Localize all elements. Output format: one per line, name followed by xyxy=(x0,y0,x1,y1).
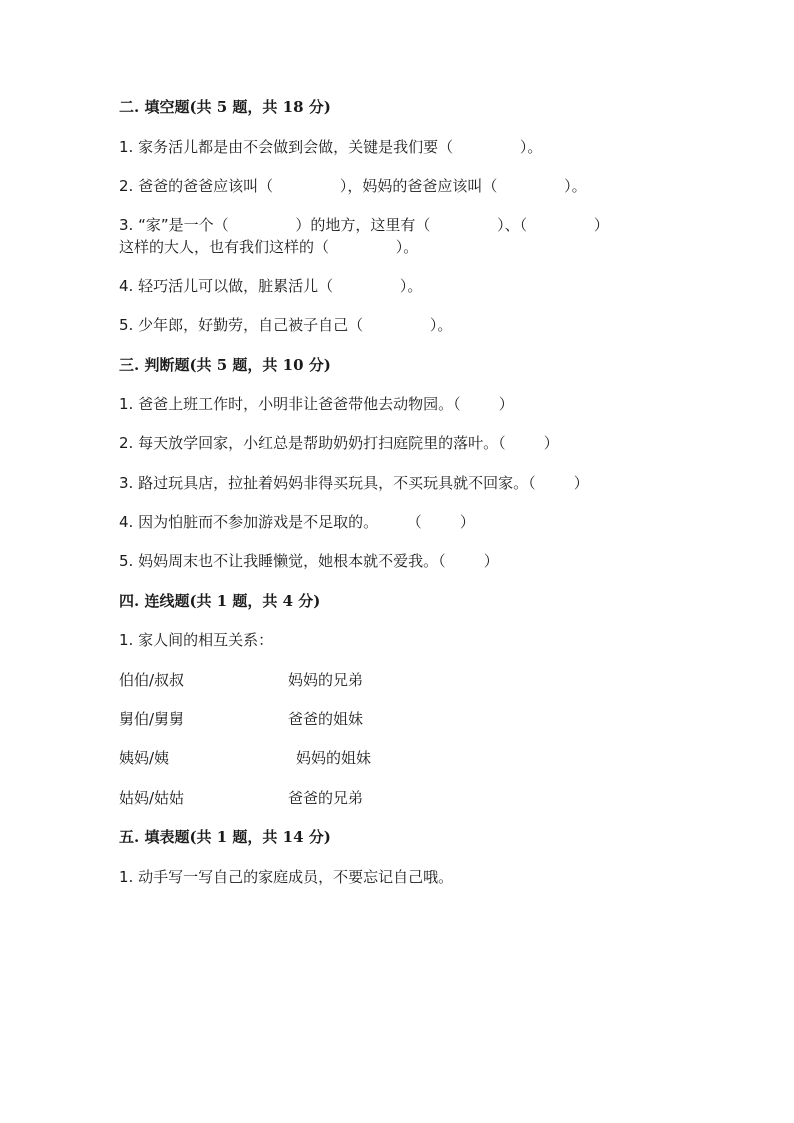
fill-blank-question-3-line-2: 这样的大人，也有我们这样的（ ）。 xyxy=(119,238,419,256)
fill-blank-question-4: 4. 轻巧活儿可以做，脏累活儿（ ）。 xyxy=(119,277,423,295)
true-false-question-3: 3. 路过玩具店，拉扯着妈妈非得买玩具，不买玩具就不回家。（ ） xyxy=(119,474,589,492)
matching-left-item: 姨妈/姨 xyxy=(119,749,170,767)
matching-right-item: 爸爸的兄弟 xyxy=(288,789,364,807)
section-heading-matching: 四. 连线题(共 1 题，共 4 分) xyxy=(119,592,321,610)
fill-blank-question-1: 1. 家务活儿都是由不会做到会做，关键是我们要（ ）。 xyxy=(119,138,543,156)
matching-left-item: 姑妈/姑姑 xyxy=(119,789,185,807)
true-false-question-2: 2. 每天放学回家，小红总是帮助奶奶打扫庭院里的落叶。（ ） xyxy=(119,434,559,452)
matching-right-item: 妈妈的姐妹 xyxy=(296,749,372,767)
section-heading-true-false: 三. 判断题(共 5 题，共 10 分) xyxy=(119,356,331,374)
true-false-question-5: 5. 妈妈周末也不让我睡懒觉，她根本就不爱我。（ ） xyxy=(119,552,499,570)
matching-right-item: 妈妈的兄弟 xyxy=(288,671,364,689)
matching-left-item: 伯伯/叔叔 xyxy=(119,671,185,689)
fill-blank-question-2: 2. 爸爸的爸爸应该叫（ ），妈妈的爸爸应该叫（ ）。 xyxy=(119,177,587,195)
fill-blank-question-3-line-1: 3. “家”是一个（ ）的地方，这里有（ ）、（ ） xyxy=(119,216,609,234)
matching-right-item: 爸爸的姐妹 xyxy=(288,710,364,728)
true-false-question-4: 4. 因为怕脏而不参加游戏是不足取的。 （ ） xyxy=(119,513,475,531)
matching-question-1: 1. 家人间的相互关系： xyxy=(119,631,274,649)
true-false-question-1: 1. 爸爸上班工作时，小明非让爸爸带他去动物园。（ ） xyxy=(119,395,514,413)
fill-blank-question-5: 5. 少年郎，好勤劳，自己被子自己（ ）。 xyxy=(119,316,453,334)
section-heading-fill-blank: 二. 填空题(共 5 题，共 18 分) xyxy=(119,98,331,116)
table-fill-question-1: 1. 动手写一写自己的家庭成员，不要忘记自己哦。 xyxy=(119,868,454,886)
section-heading-table-fill: 五. 填表题(共 1 题，共 14 分) xyxy=(119,828,331,846)
matching-left-item: 舅伯/舅舅 xyxy=(119,710,185,728)
